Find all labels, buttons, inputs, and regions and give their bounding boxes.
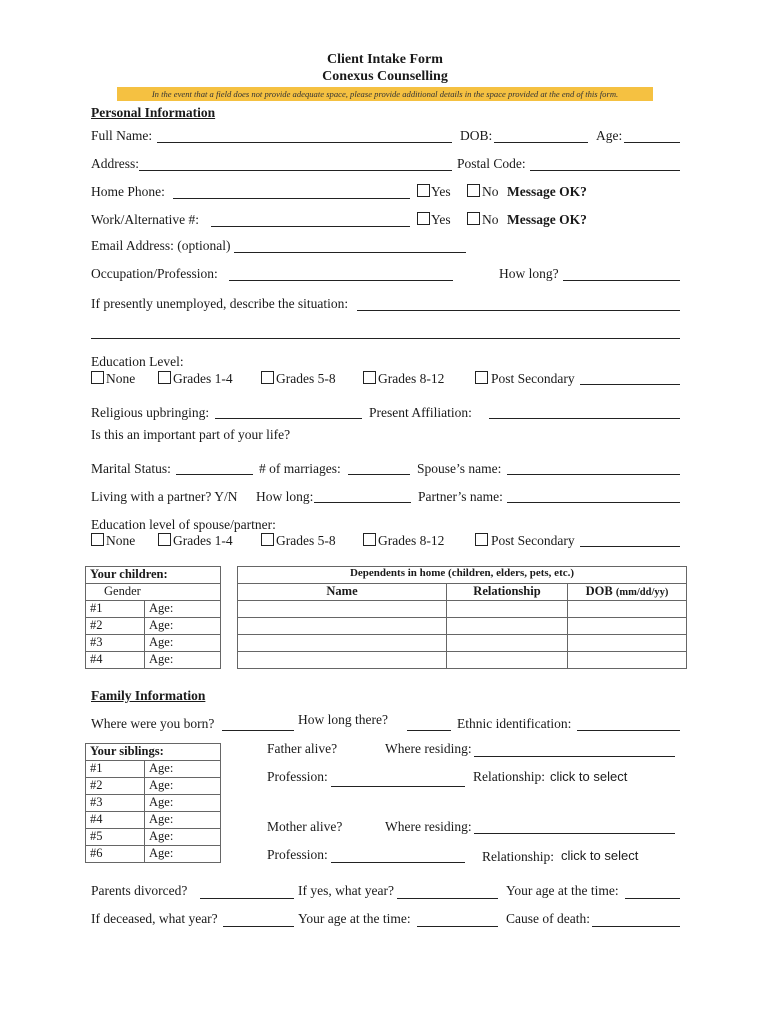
marital-label: Marital Status:	[91, 461, 171, 476]
spouse-edu-label: Education level of spouse/partner:	[91, 517, 276, 532]
partner-how-long-field[interactable]	[314, 502, 411, 503]
sp-edu-grades1-4-checkbox[interactable]	[158, 533, 171, 546]
father-residing-field[interactable]	[474, 756, 675, 757]
dob-field[interactable]	[494, 142, 588, 143]
edu-none-checkbox[interactable]	[91, 371, 104, 384]
sibling-num: #4	[86, 812, 145, 829]
edu-grades8-12-checkbox[interactable]	[363, 371, 376, 384]
col-relationship: Relationship	[447, 584, 568, 601]
sp-edu-grades5-8-checkbox[interactable]	[261, 533, 274, 546]
marriages-label: # of marriages:	[259, 461, 341, 476]
child-age: Age:	[145, 618, 221, 635]
sibling-num: #6	[86, 846, 145, 863]
full-name-field[interactable]	[157, 142, 452, 143]
sibling-age: Age:	[145, 829, 221, 846]
child-num: #2	[86, 618, 145, 635]
child-age: Age:	[145, 601, 221, 618]
important-label: Is this an important part of your life?	[91, 427, 291, 442]
unemployed-field-line2[interactable]	[91, 338, 680, 339]
mother-profession-field[interactable]	[331, 862, 465, 863]
table-row[interactable]	[86, 652, 221, 669]
how-long-label: How long?	[499, 266, 559, 281]
siblings-title: Your siblings:	[86, 744, 221, 761]
father-profession-label: Profession:	[267, 769, 328, 784]
father-relationship-label: Relationship:	[473, 769, 545, 784]
sp-edu-post-secondary-field[interactable]	[580, 546, 680, 547]
sp-edu-none-label: None	[106, 533, 136, 548]
unemployed-field[interactable]	[357, 310, 680, 311]
home-message-ok: Message OK?	[507, 184, 587, 199]
form-title: Client Intake Form	[327, 52, 443, 67]
sp-edu-grades8-12-checkbox[interactable]	[363, 533, 376, 546]
edu-none-label: None	[106, 371, 136, 386]
edu-post-secondary-checkbox[interactable]	[475, 371, 488, 384]
mother-relationship-select[interactable]: click to select	[561, 848, 639, 863]
occupation-field[interactable]	[229, 280, 453, 281]
table-row[interactable]	[86, 846, 221, 863]
how-long-there-field[interactable]	[407, 730, 451, 731]
address-field[interactable]	[139, 170, 452, 171]
sibling-age: Age:	[145, 846, 221, 863]
table-row[interactable]	[86, 761, 221, 778]
father-residing-label: Where residing:	[385, 741, 472, 756]
age-at-time-label: Your age at the time:	[506, 883, 619, 898]
org-name: Conexus Counselling	[322, 69, 448, 84]
father-alive-label: Father alive?	[267, 741, 338, 756]
work-phone-field[interactable]	[211, 226, 410, 227]
table-row[interactable]	[86, 778, 221, 795]
home-phone-field[interactable]	[173, 198, 410, 199]
partner-name-label: Partner’s name:	[418, 489, 503, 504]
sibling-num: #1	[86, 761, 145, 778]
edu-grades1-4-checkbox[interactable]	[158, 371, 171, 384]
child-age: Age:	[145, 652, 221, 669]
postal-field[interactable]	[530, 170, 680, 171]
home-no-checkbox[interactable]	[467, 184, 480, 197]
work-no-checkbox[interactable]	[467, 212, 480, 225]
child-age: Age:	[145, 635, 221, 652]
father-profession-field[interactable]	[331, 786, 465, 787]
col-dob	[568, 584, 687, 601]
edu-grades5-8-label: Grades 5-8	[276, 371, 336, 386]
col-dob-label: DOB	[585, 584, 613, 598]
religious-field[interactable]	[215, 418, 362, 419]
partner-name-field[interactable]	[507, 502, 680, 503]
age-label: Age:	[596, 128, 623, 143]
sibling-num: #3	[86, 795, 145, 812]
home-yes-label: Yes	[431, 184, 451, 199]
table-row[interactable]	[238, 618, 687, 635]
religious-label: Religious upbringing:	[91, 405, 210, 420]
how-long-field[interactable]	[563, 280, 680, 281]
sp-edu-grades5-8-label: Grades 5-8	[276, 533, 336, 548]
age-at-time2-field[interactable]	[417, 926, 498, 927]
dependents-table	[237, 566, 687, 669]
table-row[interactable]	[238, 635, 687, 652]
how-long-there-label: How long there?	[298, 712, 388, 727]
mother-alive-label: Mother alive?	[267, 819, 343, 834]
table-row[interactable]	[238, 652, 687, 669]
col-dob-format: (mm/dd/yy)	[615, 587, 669, 598]
born-label: Where were you born?	[91, 716, 215, 731]
table-row[interactable]	[86, 635, 221, 652]
marriages-field[interactable]	[348, 474, 410, 475]
affiliation-field[interactable]	[489, 418, 680, 419]
gender-header: Gender	[86, 584, 221, 601]
child-num: #1	[86, 601, 145, 618]
if-deceased-label: If deceased, what year?	[91, 911, 218, 926]
personal-heading: Personal Information	[91, 105, 216, 120]
sp-edu-grades8-12-label: Grades 8-12	[378, 533, 445, 548]
unemployed-label: If presently unemployed, describe the situation:	[91, 296, 349, 311]
postal-label: Postal Code:	[457, 156, 526, 171]
edu-grades5-8-checkbox[interactable]	[261, 371, 274, 384]
born-field[interactable]	[222, 730, 294, 731]
sp-edu-none-checkbox[interactable]	[91, 533, 104, 546]
table-row[interactable]	[86, 618, 221, 635]
cause-death-label: Cause of death:	[506, 911, 590, 926]
full-name-label: Full Name:	[91, 128, 153, 143]
table-row[interactable]	[238, 601, 687, 618]
edu-post-secondary-label: Post Secondary	[491, 371, 575, 386]
table-row[interactable]	[86, 812, 221, 829]
mother-residing-field[interactable]	[474, 833, 675, 834]
sibling-age: Age:	[145, 812, 221, 829]
siblings-table	[85, 743, 221, 863]
sp-edu-grades1-4-label: Grades 1-4	[173, 533, 233, 548]
table-row[interactable]	[86, 601, 221, 618]
mother-residing-label: Where residing:	[385, 819, 472, 834]
col-name: Name	[238, 584, 447, 601]
mother-profession-label: Profession:	[267, 847, 328, 862]
if-deceased-field[interactable]	[223, 926, 294, 927]
affiliation-label: Present Affiliation:	[369, 405, 472, 420]
mother-relationship-label: Relationship:	[482, 849, 554, 864]
sibling-num: #5	[86, 829, 145, 846]
age-at-time-field[interactable]	[625, 898, 680, 899]
address-label: Address:	[91, 156, 139, 171]
children-title: Your children:	[86, 567, 221, 584]
spouse-name-label: Spouse’s name:	[417, 461, 502, 476]
instruction-note: In the event that a field does not provide adequate space, please provide additional details in the space provided at the end of this form.	[117, 87, 653, 101]
ethnic-label: Ethnic identification:	[457, 716, 572, 731]
work-yes-label: Yes	[431, 212, 451, 227]
parents-divorced-label: Parents divorced?	[91, 883, 188, 898]
cause-death-field[interactable]	[592, 926, 680, 927]
education-level-label: Education Level:	[91, 354, 184, 369]
dob-label: DOB:	[460, 128, 493, 143]
family-heading: Family Information	[91, 688, 206, 703]
sp-edu-post-secondary-checkbox[interactable]	[475, 533, 488, 546]
partner-how-long-label: How long:	[256, 489, 314, 504]
home-yes-checkbox[interactable]	[417, 184, 430, 197]
parents-divorced-field[interactable]	[200, 898, 294, 899]
father-relationship-select[interactable]: click to select	[550, 769, 628, 784]
child-num: #3	[86, 635, 145, 652]
age-at-time2-label: Your age at the time:	[298, 911, 411, 926]
home-phone-label: Home Phone:	[91, 184, 165, 199]
if-yes-year-field[interactable]	[397, 898, 498, 899]
work-phone-label: Work/Alternative #:	[91, 212, 200, 227]
edu-grades8-12-label: Grades 8-12	[378, 371, 445, 386]
sp-edu-post-secondary-label: Post Secondary	[491, 533, 575, 548]
sibling-age: Age:	[145, 761, 221, 778]
marital-field[interactable]	[176, 474, 253, 475]
dependents-title: Dependents in home (children, elders, pets, etc.)	[238, 567, 687, 584]
children-table	[85, 566, 221, 669]
email-field[interactable]	[234, 252, 466, 253]
occupation-label: Occupation/Profession:	[91, 266, 218, 281]
work-no-label: No	[482, 212, 499, 227]
spouse-name-field[interactable]	[507, 474, 680, 475]
ethnic-field[interactable]	[577, 730, 680, 731]
edu-post-secondary-field[interactable]	[580, 384, 680, 385]
sibling-age: Age:	[145, 795, 221, 812]
email-label: Email Address: (optional)	[91, 238, 231, 253]
home-no-label: No	[482, 184, 499, 199]
child-num: #4	[86, 652, 145, 669]
age-field[interactable]	[624, 142, 680, 143]
if-yes-year-label: If yes, what year?	[298, 883, 394, 898]
table-row[interactable]	[86, 795, 221, 812]
sibling-num: #2	[86, 778, 145, 795]
living-partner-label: Living with a partner? Y/N	[91, 489, 238, 504]
work-message-ok: Message OK?	[507, 212, 587, 227]
table-row[interactable]	[86, 829, 221, 846]
sibling-age: Age:	[145, 778, 221, 795]
edu-grades1-4-label: Grades 1-4	[173, 371, 233, 386]
work-yes-checkbox[interactable]	[417, 212, 430, 225]
